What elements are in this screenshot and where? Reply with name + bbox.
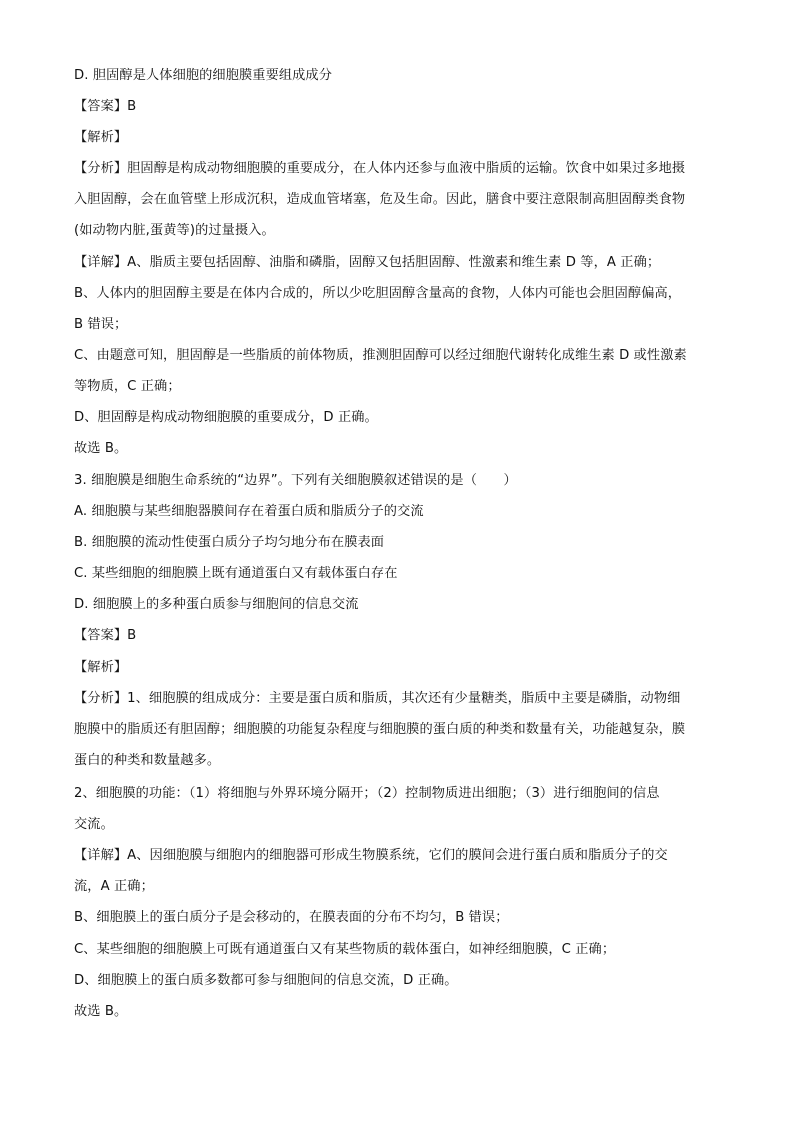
analysis-text-2: 交流。: [74, 817, 114, 832]
detail-text-2: 流，A 正确；: [74, 879, 154, 894]
question-3-option-c: C. 某些细胞的细胞膜上既有通道蛋白又有载体蛋白存在: [74, 566, 398, 581]
detail-text-1: C、由题意可知，胆固醇是一些脂质的前体物质，推测胆固醇可以经过细胞代谢转化成维生素 D 或性激素: [74, 348, 687, 363]
detail-text-1: 【详解】A、脂质主要包括固醇、油脂和磷脂，固醇又包括胆固醇、性激素和维生素 D 等，A 正确；: [74, 255, 661, 270]
analysis-label-2: 【解析】: [74, 660, 128, 675]
analysis-label-1: 【解析】: [74, 130, 128, 145]
analysis-text-2: 【分析】1、细胞膜的组成成分：主要是蛋白质和脂质，其次还有少量糖类，脂质中主要是磷脂，动物细: [74, 691, 681, 706]
detail-text-2: C、某些细胞的细胞膜上可既有通道蛋白又有某些物质的载体蛋白，如神经细胞膜，C 正确；: [74, 942, 616, 957]
option-d-cholesterol: D. 胆固醇是人体细胞的细胞膜重要组成成分: [74, 68, 333, 83]
detail-text-2: B、细胞膜上的蛋白质分子是会移动的，在膜表面的分布不均匀，B 错误；: [74, 910, 509, 925]
detail-text-2: D、细胞膜上的蛋白质多数都可参与细胞间的信息交流，D 正确。: [74, 973, 458, 988]
conclusion-2: 故选 B。: [74, 1004, 128, 1019]
analysis-text-2: 2、细胞膜的功能：（1）将细胞与外界环境分隔开；（2）控制物质进出细胞；（3）进行细胞间的信息: [74, 786, 660, 801]
detail-text-1: 等物质，C 正确；: [74, 379, 181, 394]
analysis-text-1: (如动物内脏,蛋黄等)的过量摄入。: [74, 223, 275, 238]
question-3-option-b: B. 细胞膜的流动性使蛋白质分子均匀地分布在膜表面: [74, 535, 385, 550]
analysis-text-2: 胞膜中的脂质还有胆固醇；细胞膜的功能复杂程度与细胞膜的蛋白质的种类和数量有关，功能越复杂，膜: [74, 722, 686, 737]
answer-label-1: 【答案】B: [74, 99, 137, 114]
analysis-text-2: 蛋白的种类和数量越多。: [74, 753, 221, 768]
question-3-option-d: D. 细胞膜上的多种蛋白质参与细胞间的信息交流: [74, 597, 359, 612]
question-3-option-a: A. 细胞膜与某些细胞器膜间存在着蛋白质和脂质分子的交流: [74, 504, 424, 519]
conclusion-1: 故选 B。: [74, 441, 128, 456]
answer-label-2: 【答案】B: [74, 628, 137, 643]
detail-text-2: 【详解】A、因细胞膜与细胞内的细胞器可形成生物膜系统，它们的膜间会进行蛋白质和脂质分子的交: [74, 848, 668, 863]
detail-text-1: D、胆固醇是构成动物细胞膜的重要成分，D 正确。: [74, 410, 378, 425]
analysis-text-1: 入胆固醇，会在血管壁上形成沉积，造成血管堵塞，危及生命。因此，膳食中要注意限制高胆固醇类食物: [74, 192, 686, 207]
detail-text-1: B 错误；: [74, 317, 128, 332]
question-3-stem: 3. 细胞膜是细胞生命系统的“边界”。下列有关细胞膜叙述错误的是（ ）: [74, 473, 517, 488]
detail-text-1: B、人体内的胆固醇主要是在体内合成的，所以少吃胆固醇含量高的食物，人体内可能也会胆固醇偏高，: [74, 286, 682, 301]
analysis-text-1: 【分析】胆固醇是构成动物细胞膜的重要成分，在人体内还参与血液中脂质的运输。饮食中如果过多地摄: [74, 161, 686, 176]
